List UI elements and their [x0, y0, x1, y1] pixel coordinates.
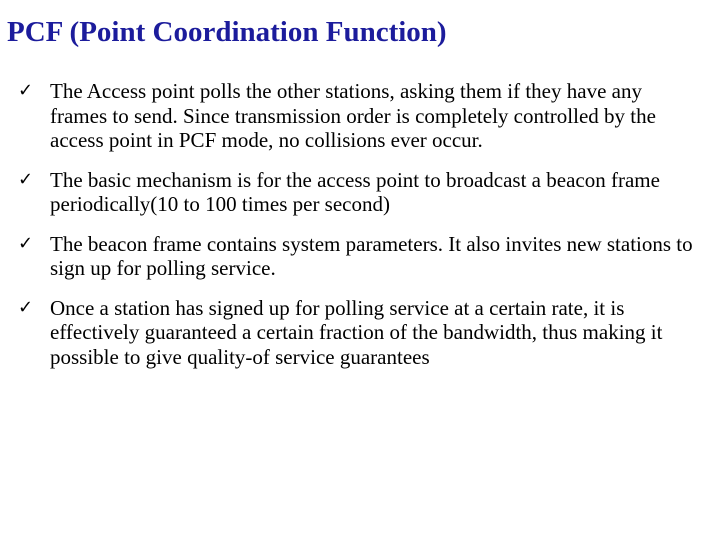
checkmark-icon: ✓ [18, 168, 34, 190]
bullet-item [18, 232, 698, 281]
checkmark-icon: ✓ [18, 80, 34, 101]
slide-title: PCF (Point Coordination Function) [7, 16, 447, 48]
bullet-text: The beacon frame contains system parameters. It also invites new stations to sign up for polling service. [50, 231, 693, 280]
bullet-item [18, 168, 698, 217]
bullet-list [18, 79, 698, 369]
checkmark-icon: ✓ [18, 232, 34, 254]
checkmark-icon: ✓ [18, 296, 34, 318]
bullet-text: The Access point polls the other stations, asking them if they have any frames to send. Since transmission order is completely controlled by the access point in PCF mode, no collisions ever occur. [50, 79, 656, 152]
bullet-item [18, 296, 698, 370]
bullet-item [18, 79, 698, 153]
bullet-text: Once a station has signed up for polling service at a certain rate, it is effectively guaranteed a certain fraction of the bandwidth, thus making it possible to give quality-of service guarantees [50, 295, 663, 369]
bullet-text: The basic mechanism is for the access point to broadcast a beacon frame periodically(10 to 100 times per second) [50, 167, 660, 216]
